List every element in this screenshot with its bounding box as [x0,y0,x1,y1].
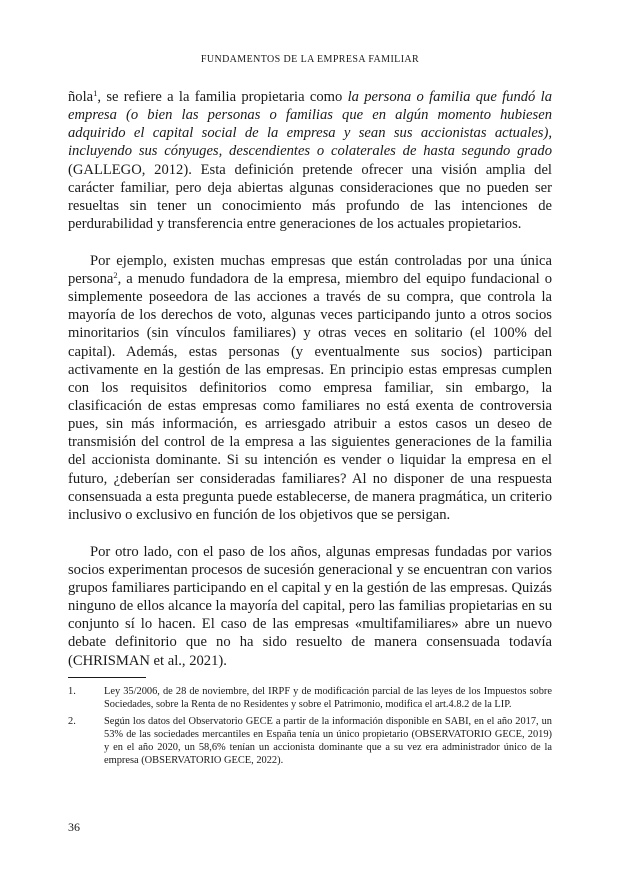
italic-quote: la persona o familia que fundó la empresa (o bien las personas o familias que en algún momento hubiesen adquirido el capital social de la empresa y sean sus accionistas actuales), incluyendo sus cónyuges, descendientes o colaterales de hasta segundo grado [68,89,552,160]
paragraph [68,252,552,524]
footnote-text: Ley 35/2006, de 28 de noviembre, del IRPF y de modificación parcial de las leyes de los Impuestos sobre Sociedades, sobre la Renta de no Residentes y sobre el Patrimonio, modifica el art.4.8.2 de la LIP. [104,686,552,711]
footnote-ref: 1 [93,88,98,98]
text-span: ñola [68,89,94,105]
footnote-ref: 2 [113,269,118,280]
footnote-number: 2. [68,716,76,728]
footnote-divider [68,677,146,678]
footnote-text: Según los datos del Observatorio GECE a partir de la información disponible en SABI, en el año 2017, un 53% de las sociedades mercantiles en España tenía un único propietario (OBSERVATORIO GECE, 2019) y en el año 2020, un 58,6% tenían un accionista dominante que a su vez era administrador único de la empresa (OBSERVATORIO GECE, 2022). [104,716,552,767]
footnote-number: 1. [68,686,76,697]
text-span: Por ejemplo, existen muchas empresas que están controladas por una única persona [68,252,552,287]
footnote [68,685,552,711]
footnotes [68,685,552,772]
text-span: , se refiere a la familia propietaria como [97,89,348,105]
footnote [68,715,552,767]
text-span: Por otro lado, con el paso de los años, algunas empresas fundadas por varios socios experimentan procesos de sucesión generacional y se encuentran con varios grupos familiares participando en el capital y en la gestión de las empresas. Quizás ninguno de ellos alcance la mayoría del capital, pero las familias propietarias en su conjunto sí lo hacen. El caso de las empresas «multifamiliares» abre un nuevo debate definitorio que no ha sido resuelto de manera consensuada todavía (CHRISMAN et al., 2021). [68,543,552,669]
page-number: 36 [68,820,80,834]
text-span: (GALLEGO, 2012). Esta definición pretende ofrecer una visión amplia del carácter familiar, pero deja abiertas algunas consideraciones que no pueden ser resueltas sin tener un conocimiento más profundo de las intenciones de perdurabilidad y transferencia entre generaciones de los actuales propietarios. [68,161,552,233]
running-header: FUNDAMENTOS DE LA EMPRESA FAMILIAR [200,54,420,65]
body-text [68,88,552,670]
text-span: , a menudo fundadora de la empresa, miembro del equipo fundacional o simplemente poseedora de las acciones a través de su compra, que controla la mayoría de los derechos de voto, algunas veces participando junto a otros socios minoritarios (sin vínculos familiares) y otras veces en solitario (el 100% del capital). Además, estas personas (y eventualmente sus socios) participan activamente en la gestión de las empresas. En principio estas empresas cumplen con los requisitos definitorios como empresa familiar, sin embargo, la clasificación de estas empresas como familiares no está exenta de controversia pues, sin más información, es arriesgado atribuir a estos casos un deseo de transmisión del control de la empresa a las siguientes generaciones de la familia del accionista dominante. Si su intención es vender o liquidar la empresa en el futuro, ¿deberían ser consideradas familiares? Al no disponer de una respuesta consensuada a esta pregunta puede establecerse, de manera pragmática, un criterio inclusivo o exclusivo en función de los objetivos que se persigan. [68,270,552,523]
paragraph [68,543,552,670]
paragraph [68,88,552,233]
